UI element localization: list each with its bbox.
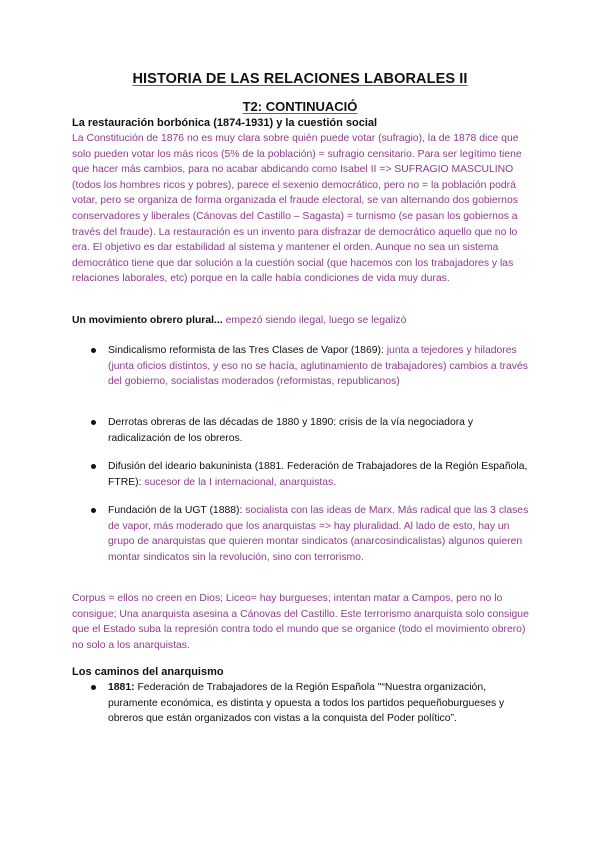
list-item-annotation: sucesor de la I internacional, anarquistas. [144,476,337,488]
bullet-icon [91,464,96,469]
movimiento-obrero-note: empezó siendo ilegal, luego se legalizó [222,315,407,326]
section-heading-anarquismo: Los caminos del anarquismo [72,666,224,678]
list-item [108,343,533,390]
document-subtitle: T2: CONTINUACIÓ [242,99,358,114]
movimiento-obrero-title: Un movimiento obrero plural... [72,315,223,326]
list-item [108,680,533,727]
list-item-text: Federación de Trabajadores de la Región Española "“Nuestra organización, puramente económica, es distinta y opuesta a todos los partidos pequeñoburgueses y obreros que están organizados con vistas a la conquista del Poder político”. [108,682,505,725]
list-item-annotation: junta a tejedores y hiladores (junta oficios distintos, y eso no se hacía, aglutinamiento de trabajadores) cambios a través del gobierno, socialistas moderados (reformistas, republicanos) [108,345,528,388]
section-body-restauracion: La Constitución de 1876 no es muy clara sobre quién puede votar (sufragio), la de 1878 dice que solo pueden votar los más ricos (5% de la población) = sufragio censitario. Para ser legítimo tiene que hacer más cambios, para no acabar abdicando como Isabel II => SUFRAGIO MASCULINO (todos los hombres ricos y pobres), parece el sexenio democrático, pero no = la población podrá votar, pero se organiza de forma organizada el fraude electoral, se van alternando dos gobiernos conservadores y liberales (Cánovas del Castillo – Sagasta) = turnismo (se pasan los gobiernos a través del fraude). La restauración es un invento para disfrazar de democrático aquello que no lo era. El objetivo es dar estabilidad al sistema y mantener el orden. Aunque no sea un sistema democrático tiene que dar solución a la cuestión social (que hacemos con los trabajadores y las relaciones laborales, etc) porque en la calle había condiciones de vida muy duras. [72,133,522,285]
section-closing-terrorismo: Corpus = ellos no creen en Dios; Liceo= hay burgueses; intentan matar a Campos, pero no lo consigue; Una anarquista asesina a Cánovas del Castillo. Este terrorismo anarquista solo consigue que el Estado suba la represión contra todo el mundo que se organice (todo el movimiento obrero) no solo a los anarquistas. [72,593,529,651]
list-item [108,503,533,565]
document-title: HISTORIA DE LAS RELACIONES LABORALES II [132,71,468,87]
list-item-text: Difusión del ideario bakuninista (1881. Federación de Trabajadores de la Región Española, FTRE): [108,461,528,488]
list-item-annotation: socialista con las ideas de Marx. Más radical que las 3 clases de vapor, más moderado que los anarquistas => hay pluralidad. Al lado de esto, hay un grupo de anarquistas que quieren montar sindicatos (anarcosindicalistas) algunos quieren montar sindicatos sin la revolución, sino con terrorismo. [108,505,529,563]
list-item-text: Derrotas obreras de las décadas de 1880 y 1890: crisis de la vía negociadora y radicalización de los obreros. [108,417,474,444]
bullet-icon [91,508,96,513]
list-item-text: Sindicalismo reformista de las Tres Clases de Vapor (1869): [108,345,387,356]
section-heading-movimiento-obrero [72,313,534,329]
list-item-year: 1881: [108,682,135,693]
bullet-icon [91,420,96,425]
bullet-icon [91,685,96,690]
section-heading-restauracion: La restauración borbónica (1874-1931) y la cuestión social [72,117,378,129]
bullet-icon [91,348,96,353]
list-item-text: Fundación de la UGT (1888): [108,505,246,516]
list-item [108,415,533,446]
list-item [108,459,533,490]
